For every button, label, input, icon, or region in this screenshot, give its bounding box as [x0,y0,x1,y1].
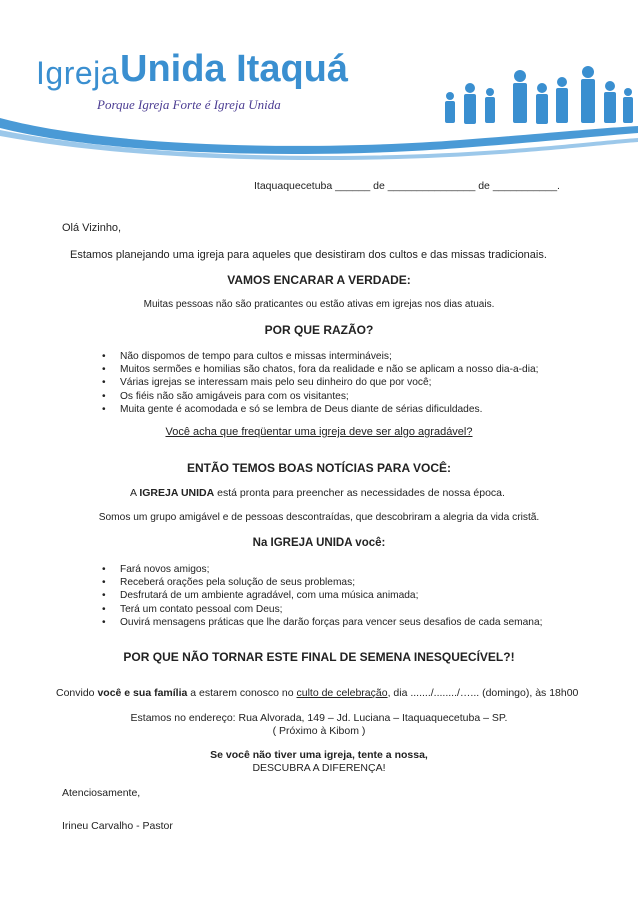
heading-why: POR QUE RAZÃO? [264,323,374,337]
intro-text: Estamos planejando uma igreja para aqueles que desistiram dos cultos e das missas tradicionais. [70,249,547,261]
truth-text: Muitas pessoas não são praticantes ou estão ativas em igrejas nos dias atuais. [143,299,495,310]
ready-suffix: está pronta para preencher as necessidades de nossa época. [214,487,505,499]
question-text: Você acha que freqüentar uma igreja deve ser algo agradável? [165,426,473,438]
people-icon [438,62,638,142]
invite-prefix: Convido [56,687,98,699]
heading-unida: Na IGREJA UNIDA você: [252,537,386,549]
address-reference: ( Próximo à Kibom ) [272,725,366,737]
list-item: • Muita gente é acomodada e só se lembra de Deus diante de sérias dificuldades. [102,403,538,416]
address-text: Estamos no endereço: Rua Alvorada, 149 – Jd. Luciana – Itaquaquecetuba – SP. [130,712,508,724]
invite-suffix: , dia ......./......../…... (domingo), às 18h00 [387,687,579,699]
invite-mid: a estarem conosco no [187,687,297,699]
benefits-list [102,563,542,629]
date-line: Itaquaquecetuba ______ de _______________ de ___________. [254,180,560,192]
tagline: Porque Igreja Forte é Igreja Unida [97,97,281,112]
heading-truth: VAMOS ENCARAR A VERDADE: [227,273,411,287]
group-text: Somos um grupo amigável e de pessoas descontraídas, que descobriram a alegria da vida cristã. [98,512,540,523]
regards: Atenciosamente, [62,787,141,799]
signature: Irineu Carvalho - Pastor [62,820,173,832]
list-item: • Não dispomos de tempo para cultos e missas intermináveis; [102,350,538,363]
list-item: • Os fiéis não são amigáveis para com os visitantes; [102,390,538,403]
heading-news: ENTÃO TEMOS BOAS NOTÍCIAS PARA VOCÊ: [186,461,451,475]
closing-caps: DESCUBRA A DIFERENÇA! [252,762,386,774]
list-item: • Receberá orações pela solução de seus problemas; [102,576,542,589]
invite-underline: culto de celebração [296,687,388,699]
closing-bold: Se você não tiver uma igreja, tente a nossa, [210,749,428,761]
invite-bold: você e sua família [97,687,188,699]
greeting: Olá Vizinho, [62,222,122,234]
ready-bold: IGREJA UNIDA [139,487,215,499]
ready-text [130,487,505,499]
list-item: • Terá um contato pessoal com Deus; [102,603,542,616]
list-item: • Muitos sermões e homilias são chatos, fora da realidade e não se aplicam a nosso dia-a-dia; [102,363,538,376]
heading-weekend: POR QUE NÃO TORNAR ESTE FINAL DE SEMENA INESQUECÍVEL?! [123,650,515,664]
ready-prefix: A [130,487,140,499]
list-item: • Ouvirá mensagens práticas que lhe darão forças para vencer seus desafios de cada semana; [102,616,542,629]
list-item: • Desfrutará de um ambiente agradável, com uma música animada; [102,589,542,602]
list-item: • Fará novos amigos; [102,563,542,576]
invite-text [56,687,578,699]
list-item: • Várias igrejas se interessam mais pelo seu dinheiro do que por você; [102,376,538,389]
brand-igreja: Igreja [36,55,120,91]
reasons-list [102,350,538,416]
brand-unida-itaqua: Unida Itaquá [120,48,349,90]
